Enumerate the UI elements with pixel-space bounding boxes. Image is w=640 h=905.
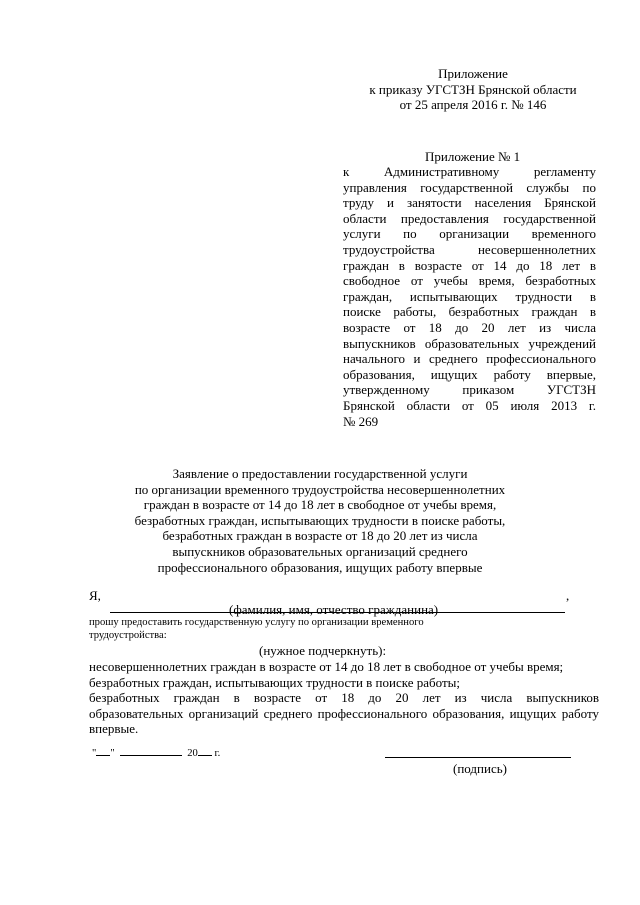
appendix-reference-block (343, 164, 596, 429)
appendix-line: начального и среднего профессионального (343, 351, 596, 367)
appendix-line: труду и занятости населения Брянской (343, 195, 596, 211)
appendix-line: образования, ищущих работу впервые, (343, 366, 596, 382)
appendix-line: области предоставления государственной (343, 210, 596, 226)
order-reference (363, 66, 583, 113)
title-line: выпускников образовательных организаций среднего (172, 543, 468, 559)
header-line-2: к приказу УГСТЗН Брянской области (369, 81, 577, 97)
date-field (92, 744, 220, 760)
title-line: безработных граждан, испытывающих трудности в поиске работы, (134, 512, 506, 528)
year-input-line[interactable] (198, 744, 212, 756)
title-line: профессионального образования, ищущих работу впервые (157, 559, 483, 575)
comma: , (566, 588, 570, 603)
request-text (89, 616, 509, 642)
application-title (110, 466, 530, 575)
appendix-line: свободное от учебы время, безработных (343, 273, 596, 289)
request-line-2: трудоустройства: (89, 630, 167, 641)
day-input-line[interactable] (96, 744, 110, 756)
appendix-line: трудоустройства несовершеннолетних (343, 241, 596, 257)
option-minors[interactable]: несовершеннолетних граждан в возрасте от 14 до 18 лет в свободное от учебы время; (89, 659, 564, 674)
month-input-line[interactable] (120, 744, 182, 756)
appendix-line: граждан, испытывающих трудности в (343, 288, 596, 304)
year-prefix: 20 (187, 748, 198, 759)
options-list (89, 659, 599, 737)
appendix-line: утвержденному приказом УГСТЗН (343, 382, 596, 398)
quote-open: " (92, 748, 97, 759)
signature-label: (подпись) (453, 761, 507, 776)
appendix-line: выпускников образовательных учреждений (343, 335, 596, 351)
title-line: Заявление о предоставлении государственной услуги (172, 466, 468, 481)
title-line: граждан в возрасте от 14 до 18 лет в свободное от учебы время, (143, 497, 497, 513)
quote-close: " (110, 748, 115, 759)
appendix-line: № 269 (343, 413, 379, 429)
signature-input-line[interactable] (385, 757, 571, 758)
appendix-line: управления государственной службы по (343, 179, 596, 195)
header-line-3: от 25 апреля 2016 г. № 146 (399, 97, 547, 113)
appendix-line: к Административному регламенту (343, 164, 596, 179)
title-line: безработных граждан в возрасте от 18 до 20 лет из числа (162, 528, 478, 544)
appendix-title: Приложение № 1 (425, 149, 521, 164)
option-graduates-line-2[interactable]: образовательных организаций среднего профессионального образования, ищущих работу (89, 705, 599, 721)
appendix-line: Брянской области от 05 июля 2013 г. (343, 397, 596, 413)
appendix-line: возрасте от 18 до 20 лет из числа (343, 319, 596, 335)
title-line: по организации временного трудоустройства несовершеннолетних (134, 481, 506, 497)
ya-label: Я, (89, 588, 101, 603)
request-line-1: прошу предоставить государственную услугу по организации временного (89, 617, 424, 628)
appendix-line: услуги по организации временного (343, 226, 596, 242)
appendix-line: поиске работы, безработных граждан в (343, 304, 596, 320)
option-graduates-line-3[interactable]: впервые. (89, 721, 139, 737)
full-name-hint: (фамилия, имя, отчество гражданина) (229, 602, 439, 617)
header-line-1: Приложение (438, 66, 508, 81)
appendix-line: граждан в возрасте от 14 до 18 лет в (343, 257, 596, 273)
option-graduates-line-1[interactable]: безработных граждан в возрасте от 18 до 20 лет из числа выпускников (89, 690, 599, 706)
year-suffix: г. (211, 748, 221, 759)
option-unemployed-difficulties[interactable]: безработных граждан, испытывающих трудности в поиске работы; (89, 674, 460, 690)
underline-hint: (нужное подчеркнуть): (259, 643, 387, 658)
